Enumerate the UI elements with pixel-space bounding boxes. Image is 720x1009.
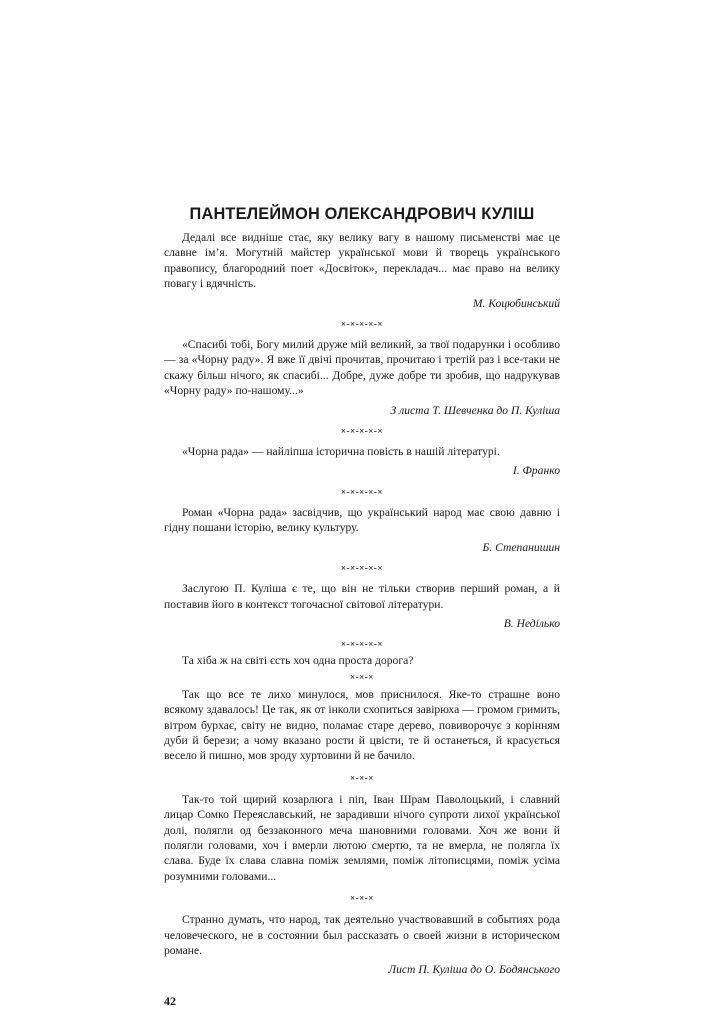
book-page	[164, 190, 560, 1009]
separator: ×-×-×	[350, 893, 374, 904]
excerpt-text: Та хіба ж на світі єсть хоч одна проста дорога?	[182, 654, 414, 668]
separator: ×-×-×-×-×	[340, 486, 384, 497]
separator: ×-×-×-×-×	[340, 426, 384, 437]
separator: ×-×-×-×-×	[340, 563, 384, 574]
quote-author: І. Франко	[512, 464, 560, 478]
excerpt-text: Так-то той щирий козарлюга і піп, Іван Шрам Паволоцький, і славний лицар Сомко Переяславський, не зарадивши нічого супроти лихої української долі, полягли од беззаконного меча шановними головами. Хоч же вони й полягли головами, хоч і вмерли лютою смертю, та не вмерла, не полягла їх слава. Буде їх слава славна поміж землями, поміж літописцями, поміж усіма розумними головами...	[164, 792, 560, 883]
excerpt-text: Странно думать, что народ, так деятельно участвовавший в событиях рода человеческого, не в состоянии был рассказать о своей жизни в историческом романе.	[164, 913, 560, 957]
separator: ×-×-×	[350, 772, 374, 783]
separator: ×-×-×-×-×	[340, 319, 384, 330]
final-attribution: Лист П. Куліша до О. Бодянського	[388, 963, 560, 977]
quote-text: Роман «Чорна рада» засвідчив, що український народ має свою давню і гідну пошани історію, велику культуру.	[164, 505, 560, 535]
quote-text: «Спасибі тобі, Богу милий друже мій великий, за твої подарунки і особливо — за «Чорну раду». Я вже її двічі прочитав, прочитаю і третій раз і все-таки не скажу більш нічого, як спасибі... Добре, дуже добре ти зробив, що надрукував «Чорну раду» по-нашому...»	[164, 338, 560, 398]
quote-author: Б. Степанишин	[482, 540, 560, 554]
separator: ×-×-×-×-×	[340, 639, 384, 650]
quote-author: М. Коцюбинський	[472, 296, 560, 310]
quote-author: В. Неділько	[503, 616, 560, 630]
quote-text: Заслугою П. Куліша є те, що він не тільки створив перший роман, а й поставив його в контекст тогочасної світової літератури.	[164, 582, 560, 611]
quote-text: «Чорна рада» — найліпша історична повість в нашій літературі.	[182, 445, 500, 459]
separator: ×-×-×	[350, 671, 374, 682]
page-number: 42	[164, 993, 176, 1008]
quote-author: З листа Т. Шевченка до П. Куліша	[390, 403, 560, 417]
excerpt-text: Так що все те лихо минулося, мов приснилося. Яке-то страшне воно всякому здавалось! Це так, як от інколи схопиться завірюха — громом гримить, вітром бурхає, світу не видно, поламає старе дерево, повиворочує з корінням дуби й берези; а чому вказано рости й цвісти, те й останеться, й красується весело й пишно, мов зроду хуртовини й не бачило.	[164, 687, 560, 763]
quote-text: Дедалі все виднішe стає, яку велику вагу в нашому письменстві має це славне ім’я. Могутній майстер української мови й творець українського правопису, благородний поет «Досвіток», перекладач... має право на велику повагу і вдячність.	[164, 231, 560, 291]
chapter-title: ПАНТЕЛЕЙМОН ОЛЕКСАНДРОВИЧ КУЛІШ	[189, 204, 535, 223]
